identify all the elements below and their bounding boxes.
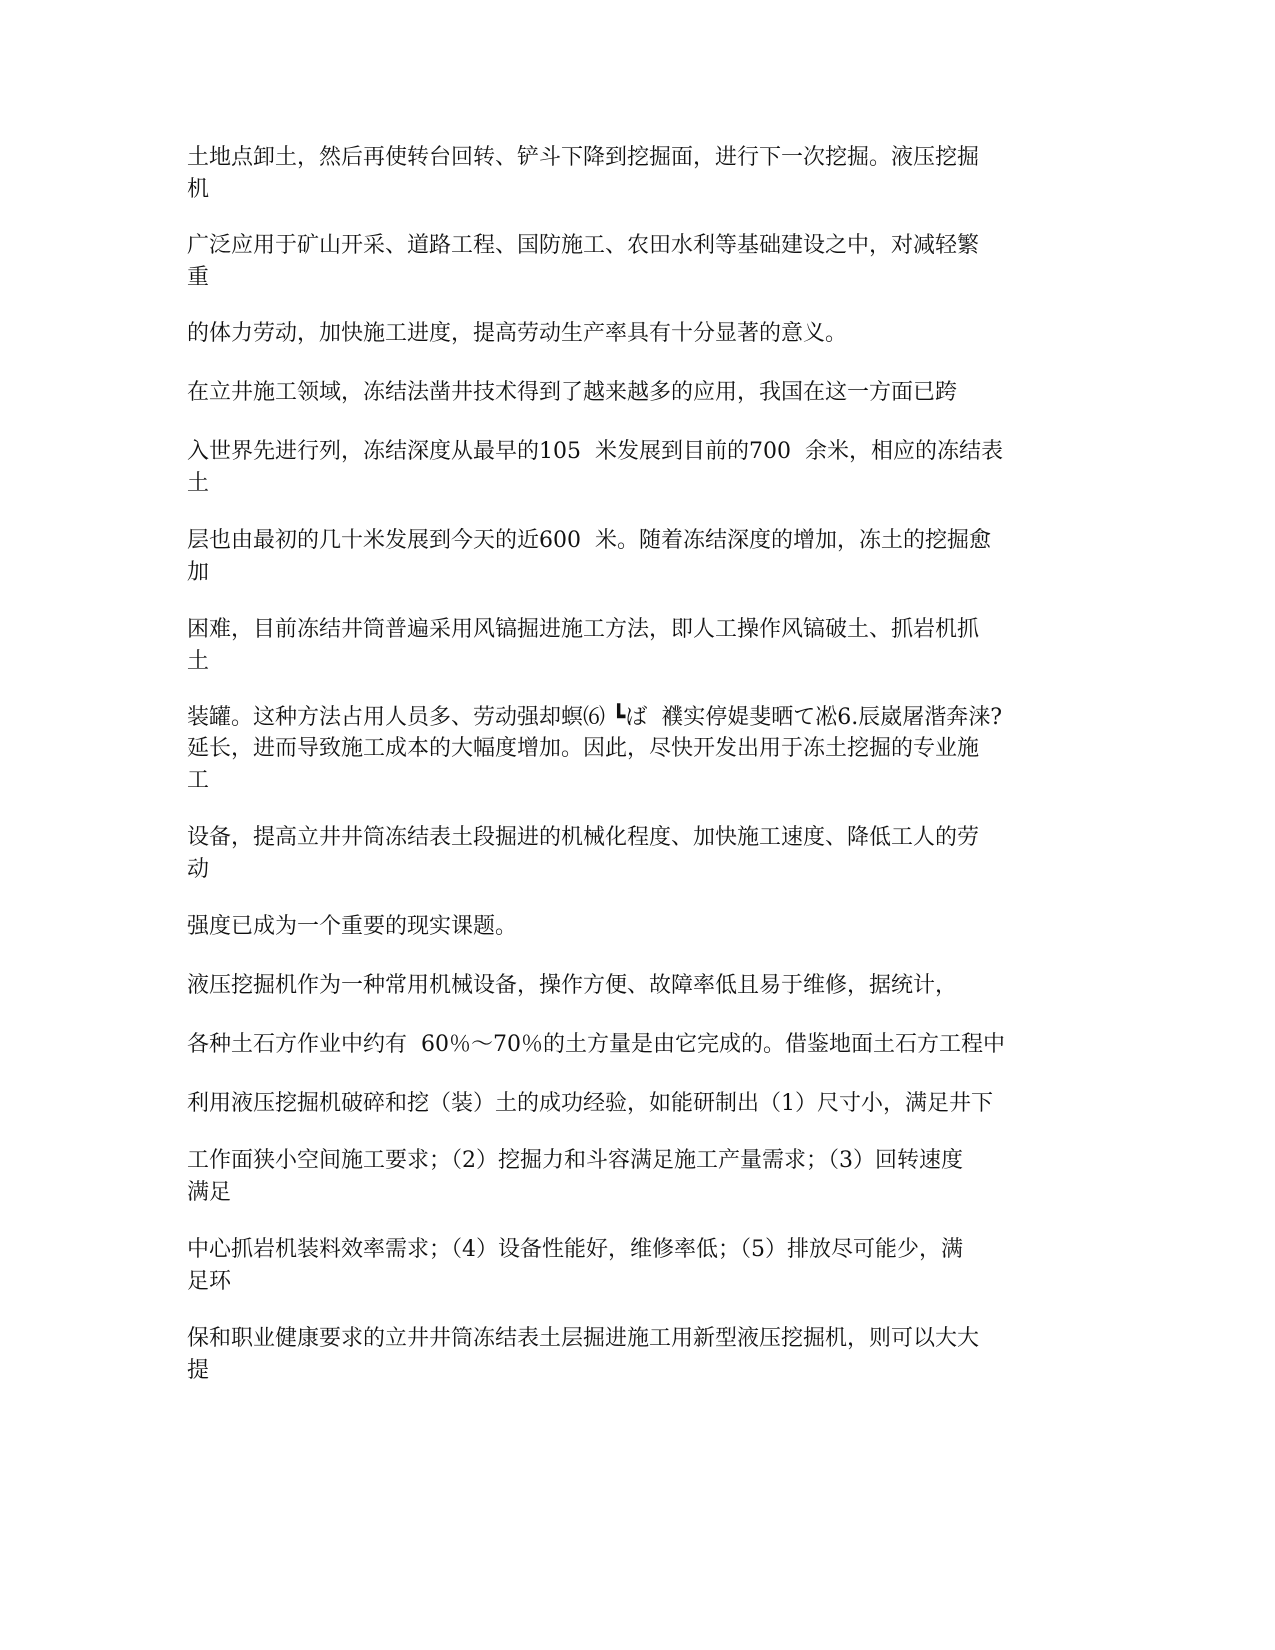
text-line-2: 机 <box>187 177 210 202</box>
text-line-12: 土 <box>187 649 210 674</box>
text-line-22: 工作面狭小空间施工要求；（2）挖掘力和斗容满足施工产量需求；（3）回转速度 <box>187 1148 963 1173</box>
text-line-14: 延长，进而导致施工成本的大幅度增加。因此，尽快开发出用于冻土挖掘的专业施 <box>187 736 980 761</box>
text-line-25: 足环 <box>187 1269 232 1294</box>
text-line-16: 设备，提高立井井筒冻结表土段掘进的机械化程度、加快施工速度、降低工人的劳 <box>187 825 980 850</box>
text-line-10: 加 <box>187 560 210 585</box>
text-line-3: 广泛应用于矿山开采、道路工程、国防施工、农田水利等基础建设之中，对减轻繁 <box>187 233 980 258</box>
text-line-8: 土 <box>187 471 210 496</box>
text-line-26: 保和职业健康要求的立井井筒冻结表土层掘进施工用新型液压挖掘机，则可以大大 <box>187 1326 980 1351</box>
text-line-27: 提 <box>187 1358 210 1383</box>
text-line-9: 层也由最初的几十米发展到今天的近600 米。随着冻结深度的增加，冻土的挖掘愈 <box>187 528 991 553</box>
text-line-24: 中心抓岩机装料效率需求；（4）设备性能好，维修率低；（5）排放尽可能少，满 <box>187 1237 963 1262</box>
text-line-23: 满足 <box>187 1180 232 1205</box>
text-line-18: 强度已成为一个重要的现实课题。 <box>187 914 518 939</box>
text-line-11: 困难，目前冻结井筒普遍采用风镐掘进施工方法，即人工操作风镐破土、抓岩机抓 <box>187 617 980 642</box>
text-line-7: 入世界先进行列，冻结深度从最早的105 米发展到目前的700 余米，相应的冻结表 <box>187 439 1003 464</box>
text-line-19: 液压挖掘机作为一种常用机械设备，操作方便、故障率低且易于维修，据统计， <box>187 973 958 998</box>
text-line-5: 的体力劳动，加快施工进度，提高劳动生产率具有十分显著的意义。 <box>187 321 848 346</box>
text-line-1: 土地点卸土，然后再使转台回转、铲斗下降到挖掘面，进行下一次挖掘。液压挖掘 <box>187 145 980 170</box>
text-line-21: 利用液压挖掘机破碎和挖（装）土的成功经验，如能研制出（1）尺寸小，满足井下 <box>187 1091 993 1116</box>
text-line-13: 装罐。这种方法占用人员多、劳动强却螟⑹ ┗ば 襥实停媞斐晒て凇6.辰崴屠湝奔涞? <box>187 705 1003 730</box>
text-line-17: 动 <box>187 857 210 882</box>
text-line-4: 重 <box>187 265 210 290</box>
text-line-15: 工 <box>187 768 210 793</box>
text-line-20: 各种土石方作业中约有 60％～70％的土方量是由它完成的。借鉴地面土石方工程中 <box>187 1032 1005 1057</box>
text-line-6: 在立井施工领域，冻结法凿井技术得到了越来越多的应用，我国在这一方面已跨 <box>187 380 958 405</box>
